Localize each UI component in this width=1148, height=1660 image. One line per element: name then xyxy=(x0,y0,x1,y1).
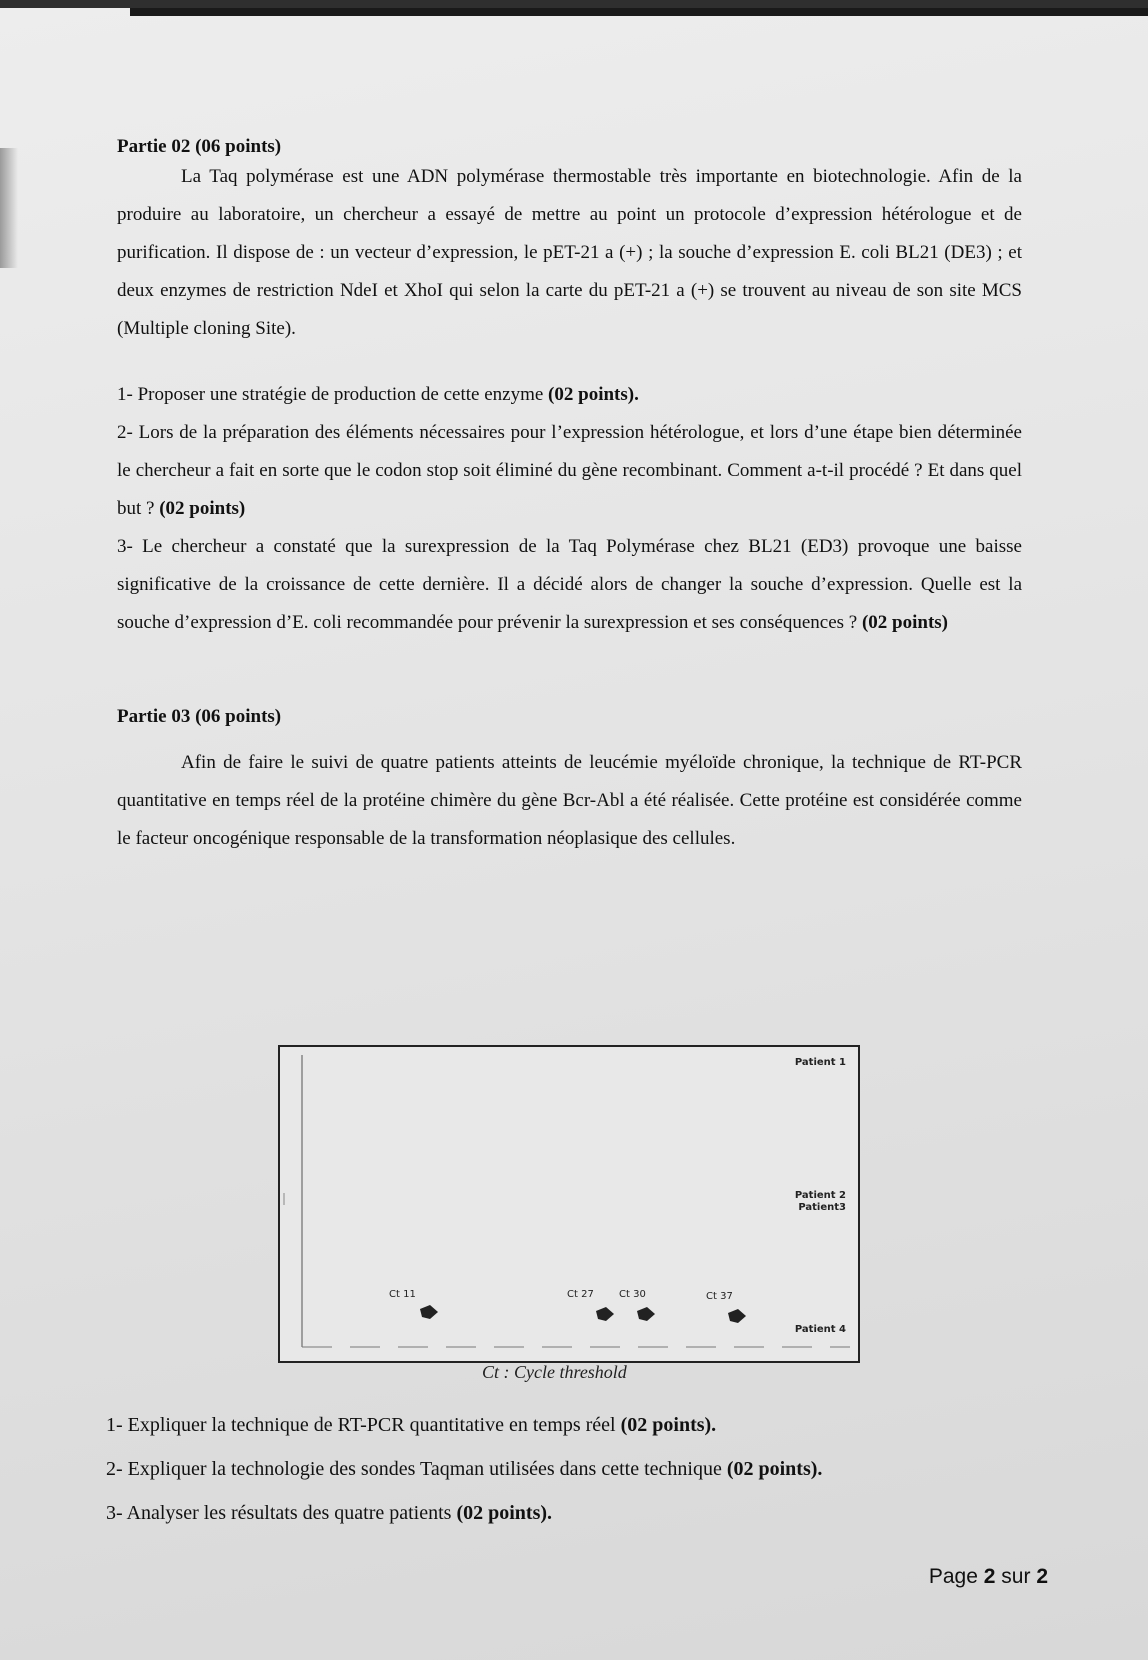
ct-27-marker-icon xyxy=(596,1307,614,1321)
partie02-intro: La Taq polymérase est une ADN polymérase thermostable très importante en biotechnologie. Afin de la produire au laboratoire, un chercheur a essayé de mettre au point un protocole d’expression hétérologue et de purification. Il dispose de : un vecteur d’expression, le pET-21 a (+) ; la souche d’expression E. coli BL21 (DE3) ; et deux enzymes de restriction NdeI et XhoI qui selon la carte du pET-21 a (+) se trouvent au niveau de son site MCS (Multiple cloning Site). xyxy=(117,166,1022,339)
partie02-q1: 1- Proposer une stratégie de production de cette enzyme (02 points). xyxy=(117,384,639,405)
legend-patient-4: Patient 4 xyxy=(794,1324,846,1335)
page-edge-shadow xyxy=(0,148,18,268)
ct-label-30: Ct 30 xyxy=(619,1289,646,1300)
partie03-q3: 3- Analyser les résultats des quatre patients (02 points). xyxy=(106,1502,553,1524)
partie03-questions xyxy=(106,1403,1036,1535)
page-number: Page 2 sur 2 xyxy=(928,1565,1048,1588)
ct-label-37: Ct 37 xyxy=(706,1291,733,1302)
ct-label-11: Ct 11 xyxy=(389,1289,416,1300)
ct-11-marker-icon xyxy=(420,1305,438,1319)
partie03-title: Partie 03 (06 points) xyxy=(117,706,282,727)
ct-30-marker-icon xyxy=(637,1307,655,1321)
partie03-intro: Afin de faire le suivi de quatre patients atteints de leucémie myéloïde chronique, la technique de RT-PCR quantitative en temps réel de la protéine chimère du gène Bcr-Abl a été réalisée. Cette protéine est considérée comme le facteur oncogénique responsable de la transformation néoplasique des cellules. xyxy=(117,752,1022,849)
page-top-shadow xyxy=(130,8,1148,16)
rt-pcr-figure xyxy=(278,1045,860,1363)
partie02-q2: 2- Lors de la préparation des éléments nécessaires pour l’expression hétérologue, et lors d’une étape bien déterminée le chercheur a fait en sorte que le codon stop soit éliminé du gène recombinant. Comment a-t-il procédé ? Et dans quel but ? (02 points) xyxy=(117,422,1022,519)
partie02-title: Partie 02 (06 points) xyxy=(117,136,282,157)
legend-patient-3: Patient3 xyxy=(798,1202,846,1213)
partie03-q2: 2- Expliquer la technologie des sondes Taqman utilisées dans cette technique (02 points). xyxy=(106,1458,823,1480)
ct-37-marker-icon xyxy=(728,1309,746,1323)
legend-patient-1: Patient 1 xyxy=(794,1057,846,1068)
figure-caption: Ct : Cycle threshold xyxy=(482,1362,627,1382)
ct-label-27: Ct 27 xyxy=(567,1289,594,1300)
partie02-q3: 3- Le chercheur a constaté que la surexpression de la Taq Polymérase chez BL21 (ED3) provoque une baisse significative de la croissance de cette dernière. Il a décidé alors de changer la souche d’expression. Quelle est la souche d’expression d’E. coli recommandée pour prévenir la surexpression et ses conséquences ? (02 points) xyxy=(117,536,1022,633)
figure-plot xyxy=(280,1047,858,1361)
text-block xyxy=(117,136,1022,858)
exam-page xyxy=(0,8,1148,1660)
legend-patient-2: Patient 2 xyxy=(794,1190,846,1201)
partie03-q1: 1- Expliquer la technique de RT-PCR quantitative en temps réel (02 points). xyxy=(106,1414,717,1436)
